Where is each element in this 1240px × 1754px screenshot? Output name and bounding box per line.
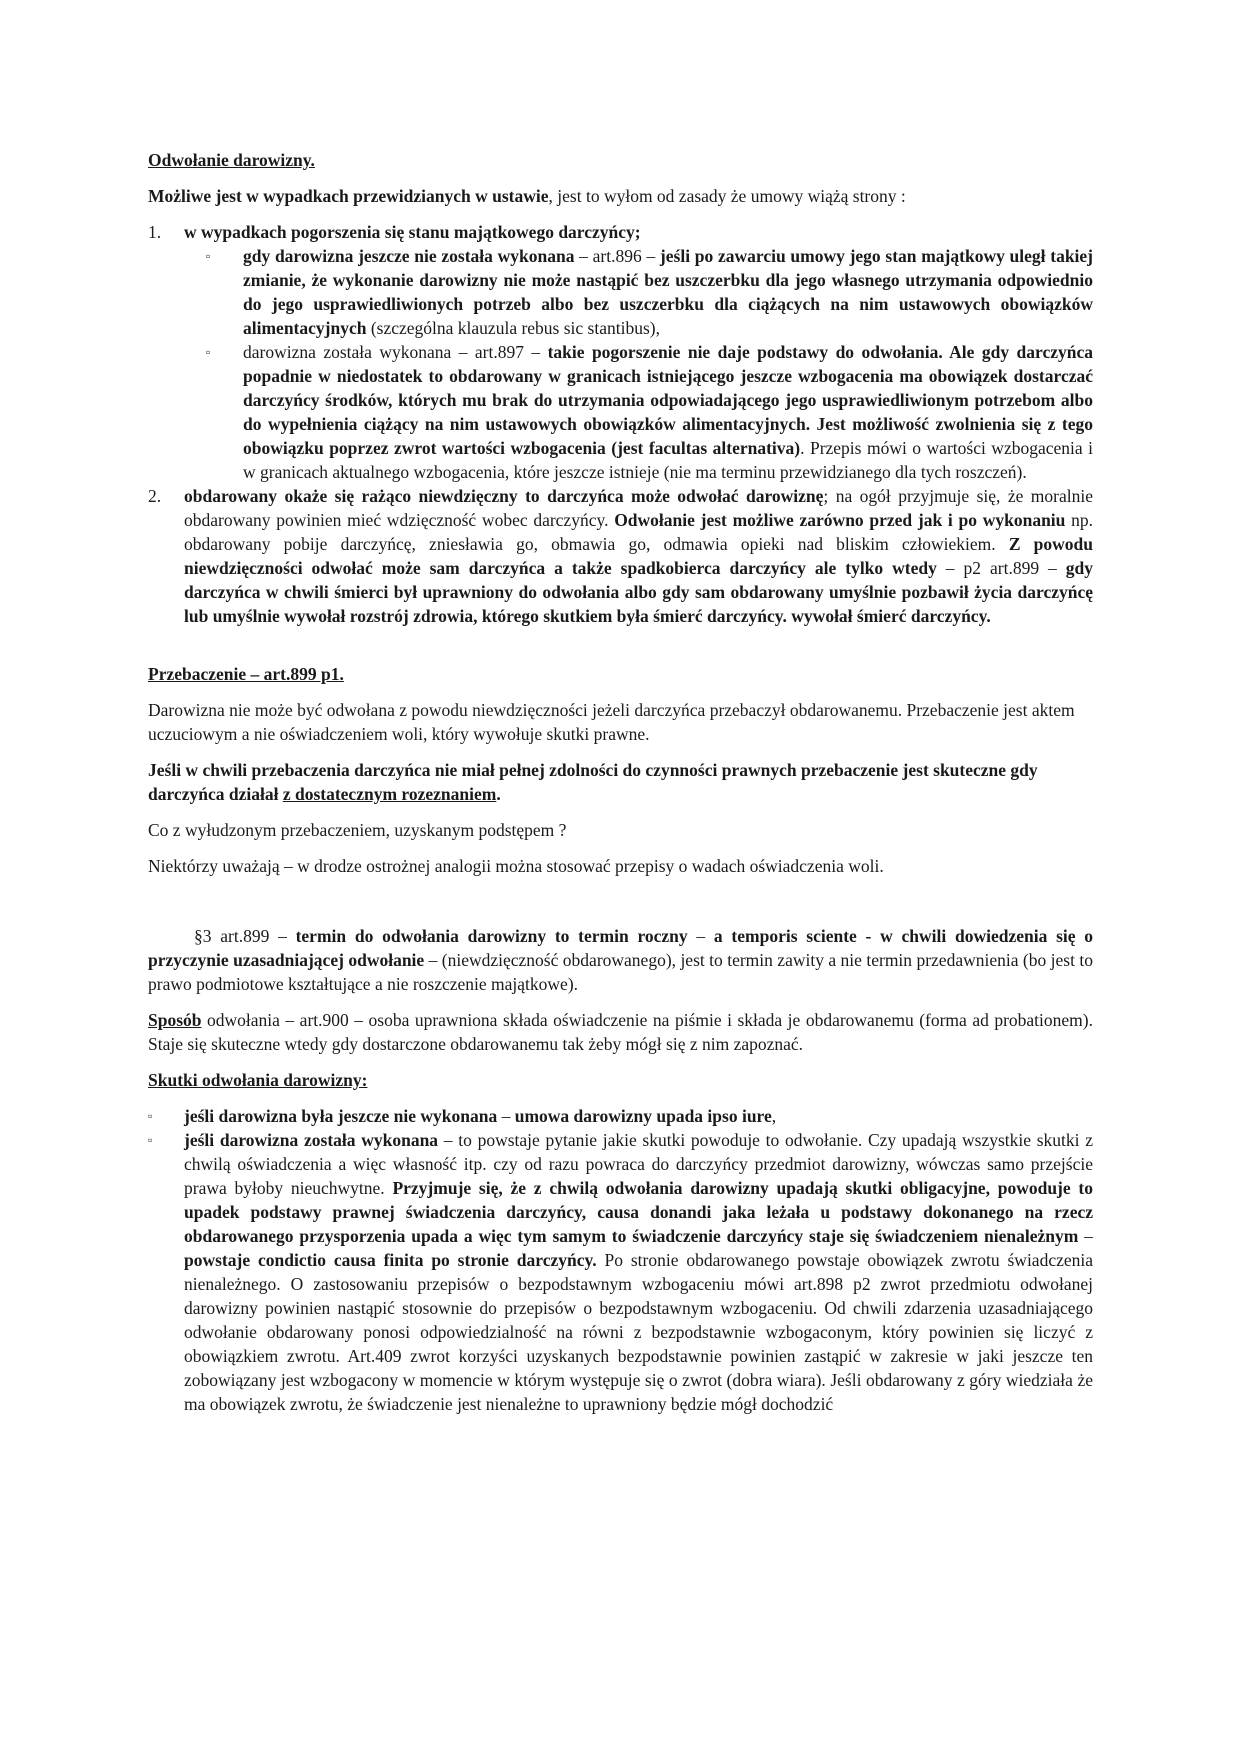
- skutki-bullet-1-bold-b: umowa darowizny upada ipso iure: [514, 1106, 772, 1126]
- przebaczenie-question: Co z wyłudzonym przebaczeniem, uzyskanym podstępem ?: [148, 820, 567, 840]
- skutki-bullet-1-text: [184, 1104, 1093, 1128]
- intro-rest: , jest to wyłom od zasady że umowy wiążą strony :: [548, 186, 906, 206]
- list-item-2-bold-b: Odwołanie jest możliwe zarówno przed jak i po wykonaniu: [614, 510, 1066, 530]
- skutki-bullet-1-text-b: ,: [771, 1106, 777, 1126]
- sub-item-2-text: [243, 340, 1093, 484]
- list-item-2-bold-c: Z powodu niewdzięczności odwołać może sam darczyńca a także spadkobierca darczyńcy ale tylko wtedy: [184, 534, 1093, 578]
- sub-item-2-bold-a: takie pogorszenie nie daje podstawy do odwołania. Ale gdy darczyńca popadnie w niedostatek to obdarowany w granicach istniejącego jeszcze wzbogacenia ma obowiązek dostarczać darczyńcy środków, których mu brak do utrzymania odpowiadającego jego usprawiedliwionym potrzebom albo do wypełnienia ciążący na nim ustawowych obowiązków alimentacyjnych. Jest możliwość zwolnienia się z tego obowiązku poprzez zwrot wartości wzbogacenia (jest facultas alternativa): [243, 342, 1093, 458]
- skutki-bullet-2-text-a: – to powstaje pytanie jakie skutki powoduje to odwołanie. Czy upadają wszystkie skutki z chwilą oświadczenia a więc własność itp. czy od razu powraca do darczyńcy przedmiot darowizny, wówczas samo przejście prawa byłoby nieuchwytne.: [184, 1130, 1093, 1198]
- termin-bold-b: a temporis sciente - w chwili dowiedzenia się o przyczynie uzasadniającej odwołanie: [148, 926, 1094, 970]
- skutki-bullet-1-text-a: –: [497, 1106, 515, 1126]
- skutki-bullet-1: [148, 1104, 1093, 1128]
- sub-item-2-text-a: darowizna została wykonana – art.897 –: [243, 342, 548, 362]
- termin-text-b: –: [687, 926, 714, 946]
- przebaczenie-paragraph-2-underlined: z dostatecznym rozeznaniem: [282, 784, 497, 804]
- document-page: [148, 148, 1093, 1416]
- sub-item-2-text-b: . Przepis mówi o wartości wzbogacenia i w granicach aktualnego wzbogacenia, które jeszcze istnieje (nie ma terminu przewidzianego dla tych roszczeń).: [243, 438, 1093, 482]
- list-item-2-bold-a: obdarowany okaże się rażąco niewdzięczny to darczyńca może odwołać darowiznę: [184, 486, 824, 506]
- list-item-2-bold-d: gdy darczyńca w chwili śmierci był uprawniony do odwołania albo gdy sam obdarowany umyślnie pozbawił życia darczyńcę lub umyślnie wywołał rozstrój zdrowia, którego skutkiem była śmierć darczyńcy. wywołał śmierć darczyńcy.: [184, 558, 1093, 626]
- list-number-2: 2.: [148, 486, 162, 506]
- termin-bold-a: termin do odwołania darowizny to termin roczny: [295, 926, 688, 946]
- skutki-bullet-2-text-c: Po stronie obdarowanego powstaje obowiązek zwrotu świadczenia nienależnego. O zastosowaniu przepisów o bezpodstawnym wzbogaceniu mówi art.898 p2 zwrot przedmiotu odwołanej darowizny powinien nastąpić stosownie do przepisów o bezpodstawnym wzbogaceniu. Od chwili zdarzenia uzasadniającego odwołanie obdarowany ponosi odpowiedzialność na równi z bezpodstawnie wzbogaconym, który powinien się liczyć z obowiązkiem zwrotu. Art.409 zwrot korzyści uzyskanych bezpodstawnie powinien zastąpić w zakresie w jaki jeszcze ten zobowiązany jest wzbogacony w momencie w którym występuje się o zwrot (dobra wiara). Jeśli obdarowany z góry wiedziała że ma obowiązek zwrotu, że świadczenie jest nienależne to uprawniony będzie mógł dochodzić: [184, 1250, 1093, 1414]
- skutki-bullet-2-bold-c: powstaje condictio causa finita po stronie darczyńcy.: [184, 1250, 597, 1270]
- list-item-1: [148, 220, 1093, 244]
- termin-text-a: §3 art.899 –: [194, 926, 296, 946]
- square-bullet-icon: ▫: [206, 345, 211, 359]
- sposob-paragraph: [148, 1008, 1093, 1056]
- przebaczenie-paragraph-2-end: .: [496, 784, 501, 804]
- termin-text-c: – (niewdzięczność obdarowanego), jest to termin zawity a nie termin przedawnienia (bo jest to prawo podmiotowe kształtujące a nie roszczenie majątkowe).: [148, 950, 1093, 994]
- sub-item-1-bold-a: gdy darowizna jeszcze nie została wykonana: [243, 246, 575, 266]
- sub-item-2: [206, 340, 1093, 484]
- list-item-2-text-a: ; na ogół przyjmuje się, że moralnie obdarowany powinien mieć wdzięczność wobec darczyńcy.: [184, 486, 1093, 530]
- skutki-bullet-2-bold-a: jeśli darowizna została wykonana: [184, 1130, 439, 1150]
- sposob-label: Sposób: [148, 1010, 202, 1030]
- sub-item-1: [206, 244, 1093, 340]
- list-item-1-text: w wypadkach pogorszenia się stanu majątkowego darczyńcy;: [184, 222, 641, 242]
- termin-paragraph: [148, 924, 1093, 996]
- skutki-bullet-2-text-b: –: [1078, 1226, 1093, 1246]
- section-heading-przebaczenie: Przebaczenie – art.899 p1.: [148, 664, 344, 684]
- skutki-bullet-2-bold-b: Przyjmuje się, że z chwilą odwołania darowizny upadają skutki obligacyjne, powoduje to upadek podstawy prawnej świadczenia darczyńcy, causa donandi jaka leżała u podstawy dokonanego na rzecz obdarowanego przysporzenia upada a więc tym samym to świadczenie darczyńcy staje się świadczeniem nienależnym: [184, 1178, 1093, 1246]
- sub-item-1-text: [243, 244, 1093, 340]
- list-item-2: [148, 484, 1093, 628]
- przebaczenie-paragraph-2-bold: Jeśli w chwili przebaczenia darczyńca nie miał pełnej zdolności do czynności prawnych przebaczenie jest skuteczne gdy darczyńca działał: [148, 760, 1038, 804]
- skutki-bullet-2: [148, 1128, 1093, 1416]
- sub-item-1-bold-b: jeśli po zawarciu umowy jego stan majątkowy uległ takiej zmianie, że wykonanie darowizny nie może nastąpić bez uszczerbku dla jego własnego utrzymania odpowiednio do jego usprawiedliwionych potrzeb albo bez uszczerbku dla ciążących na nim ustawowych obowiązków alimentacyjnych: [243, 246, 1094, 338]
- sposob-text: odwołania – art.900 – osoba uprawniona składa oświadczenie na piśmie i składa je obdarowanemu (forma ad probationem). Staje się skuteczne wtedy gdy dostarczone obdarowanemu tak żeby mógł się z nim zapoznać.: [148, 1010, 1093, 1054]
- intro-paragraph: [148, 184, 1093, 208]
- square-bullet-icon: ▫: [148, 1109, 153, 1123]
- document-title: Odwołanie darowizny.: [148, 150, 315, 170]
- list-number-1: 1.: [148, 222, 162, 242]
- skutki-bullet-1-bold-a: jeśli darowizna była jeszcze nie wykonana: [184, 1106, 498, 1126]
- przebaczenie-paragraph-1: Darowizna nie może być odwołana z powodu niewdzięczności jeżeli darczyńca przebaczył obdarowanemu. Przebaczenie jest aktem uczuciowym a nie oświadczeniem woli, który wywołuje skutki prawne.: [148, 700, 1075, 744]
- sub-item-1-text-b: (szczególna klauzula rebus sic stantibus),: [366, 318, 660, 338]
- square-bullet-icon: ▫: [206, 249, 211, 263]
- sub-item-1-text-a: – art.896 –: [574, 246, 660, 266]
- przebaczenie-paragraph-2: [148, 758, 1093, 806]
- square-bullet-icon: ▫: [148, 1133, 153, 1147]
- section-heading-skutki: Skutki odwołania darowizny:: [148, 1070, 368, 1090]
- list-item-2-text: [184, 484, 1093, 628]
- skutki-bullet-2-text: [184, 1128, 1093, 1416]
- intro-bold: Możliwe jest w wypadkach przewidzianych w ustawie: [148, 186, 549, 206]
- list-item-2-text-c: – p2 art.899 –: [936, 558, 1066, 578]
- list-item-2-text-b: np. obdarowany pobije darczyńcę, zniesławia go, obmawia go, odmawia opieki nad bliskim człowiekiem.: [184, 510, 1094, 554]
- przebaczenie-paragraph-4: Niektórzy uważają – w drodze ostrożnej analogii można stosować przepisy o wadach oświadczenia woli.: [148, 856, 884, 876]
